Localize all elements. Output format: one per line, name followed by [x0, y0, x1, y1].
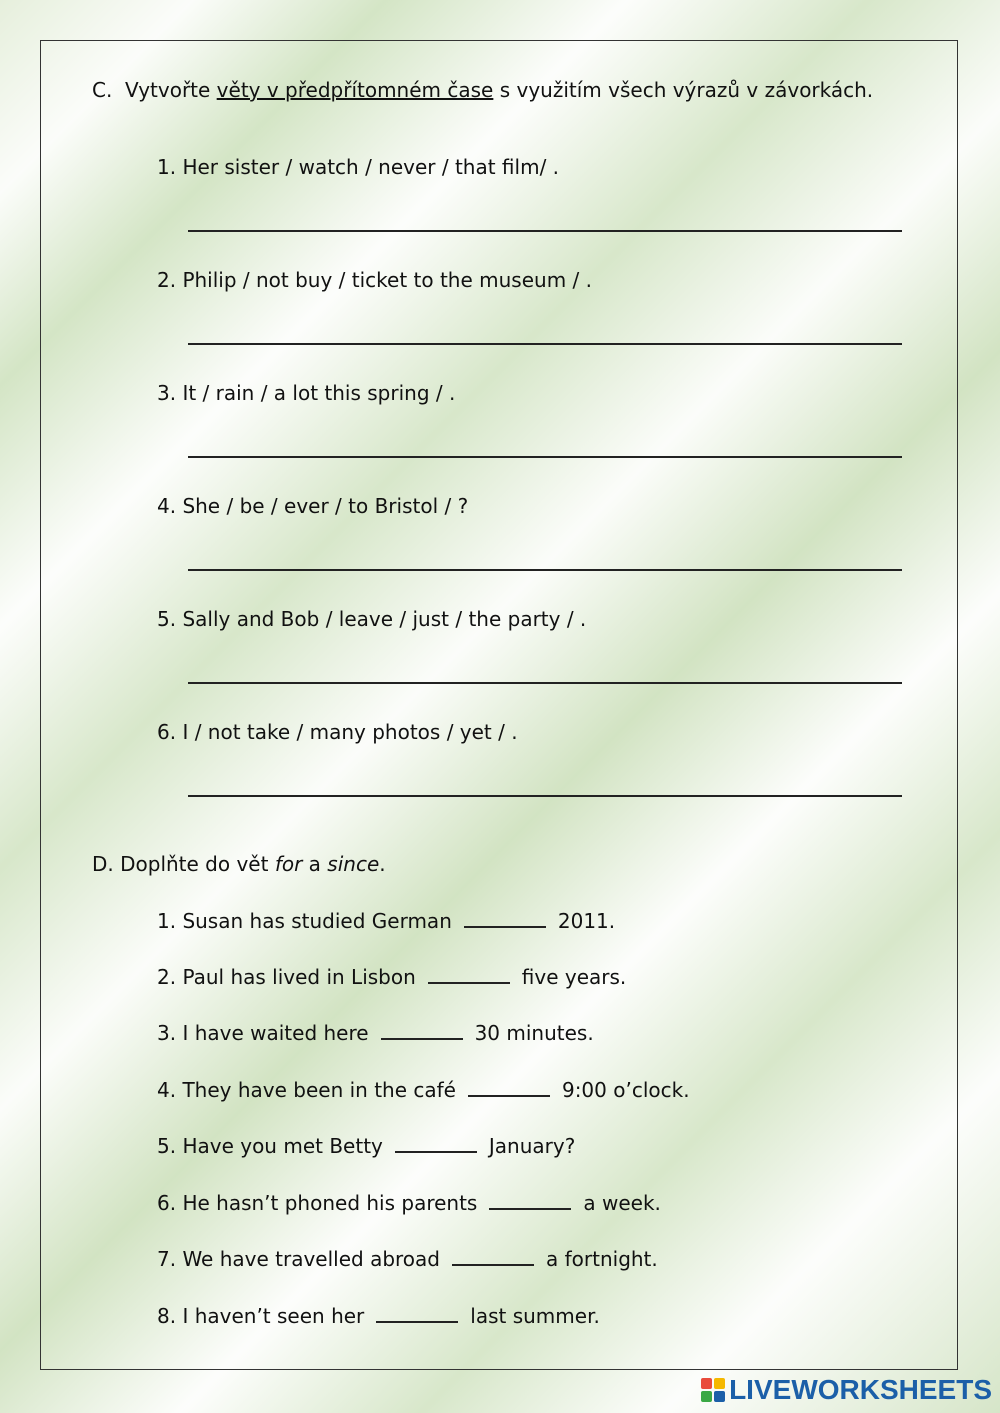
- item-text-before: 5. Have you met Betty: [157, 1134, 383, 1158]
- section-d-item-7: [157, 1247, 658, 1271]
- item-text-after: 30 minutes.: [474, 1021, 594, 1045]
- item-text-after: last summer.: [470, 1304, 600, 1328]
- answer-line-4[interactable]: [188, 569, 902, 571]
- item-text-before: 1. Susan has studied German: [157, 909, 452, 933]
- section-c-item-3: 3. It / rain / a lot this spring / .: [157, 381, 456, 405]
- section-c-item-1: 1. Her sister / watch / never / that film/ .: [157, 155, 560, 179]
- section-d-instruction-end: .: [379, 852, 386, 876]
- section-c-item-6: 6. I / not take / many photos / yet / .: [157, 720, 518, 744]
- answer-line-2[interactable]: [188, 343, 902, 345]
- section-d-item-1: [157, 909, 615, 933]
- item-text-after: a week.: [583, 1191, 661, 1215]
- item-text-before: 2. Paul has lived in Lisbon: [157, 965, 416, 989]
- answer-line-1[interactable]: [188, 230, 902, 232]
- section-c-letter: C.: [92, 78, 113, 102]
- item-text-before: 3. I have waited here: [157, 1021, 369, 1045]
- gap-blank-6[interactable]: [489, 1192, 571, 1210]
- gap-blank-7[interactable]: [452, 1248, 534, 1266]
- section-c-heading: [92, 78, 873, 102]
- answer-line-5[interactable]: [188, 682, 902, 684]
- item-text-after: 9:00 o’clock.: [561, 1078, 690, 1102]
- section-d-item-5: [157, 1134, 575, 1158]
- section-d-word-since: since: [327, 852, 380, 876]
- gap-blank-8[interactable]: [376, 1305, 458, 1323]
- answer-line-3[interactable]: [188, 456, 902, 458]
- section-d-instruction-mid: a: [302, 852, 328, 876]
- section-d-item-6: [157, 1191, 661, 1215]
- item-text-after: 2011.: [557, 909, 616, 933]
- section-d-item-3: [157, 1021, 594, 1045]
- answer-line-6[interactable]: [188, 795, 902, 797]
- item-text-before: 6. He hasn’t phoned his parents: [157, 1191, 478, 1215]
- item-text-before: 4. They have been in the café: [157, 1078, 456, 1102]
- section-d-item-2: [157, 965, 626, 989]
- section-c-instruction-underlined: věty v předpřítomném čase: [216, 78, 494, 102]
- section-d-item-8: [157, 1304, 600, 1328]
- gap-blank-1[interactable]: [464, 910, 546, 928]
- gap-blank-2[interactable]: [428, 966, 510, 984]
- section-c-item-2: 2. Philip / not buy / ticket to the museum / .: [157, 268, 592, 292]
- item-text-after: a fortnight.: [546, 1247, 658, 1271]
- gap-blank-5[interactable]: [395, 1135, 477, 1153]
- item-text-before: 8. I haven’t seen her: [157, 1304, 365, 1328]
- gap-blank-3[interactable]: [381, 1022, 463, 1040]
- section-c-instruction-end: s využitím všech výrazů v závorkách.: [493, 78, 874, 102]
- section-c-item-4: 4. She / be / ever / to Bristol / ?: [157, 494, 469, 518]
- item-text-before: 7. We have travelled abroad: [157, 1247, 440, 1271]
- gap-blank-4[interactable]: [468, 1079, 550, 1097]
- item-text-after: five years.: [521, 965, 627, 989]
- section-c-instruction-start: Vytvořte: [125, 78, 217, 102]
- section-d-word-for: for: [274, 852, 303, 876]
- liveworksheets-logo-icon: [701, 1378, 725, 1402]
- liveworksheets-logo[interactable]: [701, 1375, 992, 1405]
- section-d-instruction-start: D. Doplňte do vět: [92, 852, 275, 876]
- liveworksheets-logo-text: LIVEWORKSHEETS: [729, 1374, 992, 1405]
- section-c-item-5: 5. Sally and Bob / leave / just / the party / .: [157, 607, 587, 631]
- section-d-item-4: [157, 1078, 690, 1102]
- item-text-after: January?: [488, 1134, 576, 1158]
- worksheet-frame: [40, 40, 958, 1370]
- section-d-heading: [92, 852, 386, 876]
